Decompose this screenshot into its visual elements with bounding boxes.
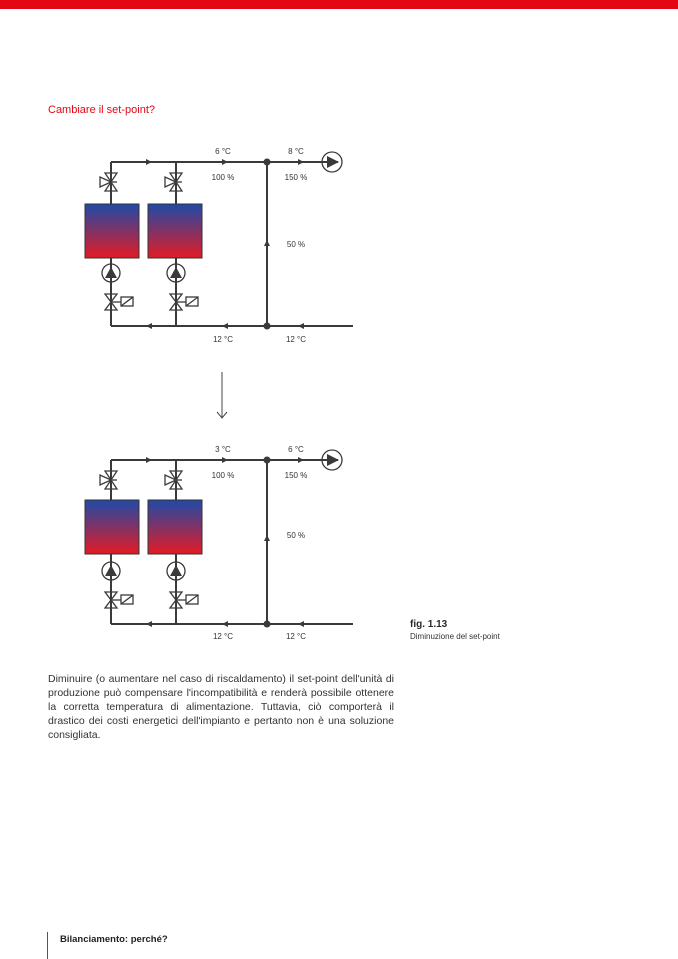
supply-temp-left: 6 °C <box>215 147 231 156</box>
footer-divider <box>47 932 48 959</box>
hydraulic-diagram-after <box>70 438 370 648</box>
return-temp-left: 12 °C <box>212 335 234 344</box>
balancing-valve-icon <box>105 294 198 310</box>
unit-pump-icon <box>102 264 185 282</box>
body-paragraph: Diminuire (o aumentare nel caso di riscaldamento) il set-point dell'unità di produzione può compensare l'incompatibilità e renderà possibile ottenere la corretta temperatura di alimentazione. Tuttavia, ciò comporterà il drastico dei costi energetici dell'impianto e pertanto non è una soluzione consigliata. <box>48 673 394 741</box>
pipework <box>111 159 353 330</box>
balancing-valve-icon <box>105 592 198 608</box>
footer-section-title: Bilanciamento: perché? <box>60 934 168 945</box>
three-way-valve-icon <box>100 173 182 191</box>
bypass-flow: 50 % <box>286 531 306 540</box>
flow-right: 150 % <box>284 471 308 480</box>
chiller-unit-icon <box>85 204 202 258</box>
supply-temp-right: 6 °C <box>288 445 304 454</box>
section-title: Cambiare il set-point? <box>48 104 155 116</box>
flow-right: 150 % <box>284 173 308 182</box>
flow-left: 100 % <box>211 471 235 480</box>
return-temp-right: 12 °C <box>285 335 307 344</box>
top-accent-bar <box>0 0 678 9</box>
unit-pump-icon <box>102 562 185 580</box>
figure-caption: Diminuzione del set-point <box>410 632 500 641</box>
return-temp-right: 12 °C <box>285 632 307 641</box>
hydraulic-diagram-before <box>70 140 370 350</box>
arrow-down-icon <box>214 372 230 420</box>
chiller-unit-icon <box>85 500 202 554</box>
flow-left: 100 % <box>211 173 235 182</box>
bypass-flow: 50 % <box>286 240 306 249</box>
supply-temp-right: 8 °C <box>288 147 304 156</box>
three-way-valve-icon <box>100 471 182 489</box>
return-temp-left: 12 °C <box>212 632 234 641</box>
figure-number: fig. 1.13 <box>410 619 448 630</box>
supply-temp-left: 3 °C <box>215 445 231 454</box>
pipework <box>111 457 353 628</box>
